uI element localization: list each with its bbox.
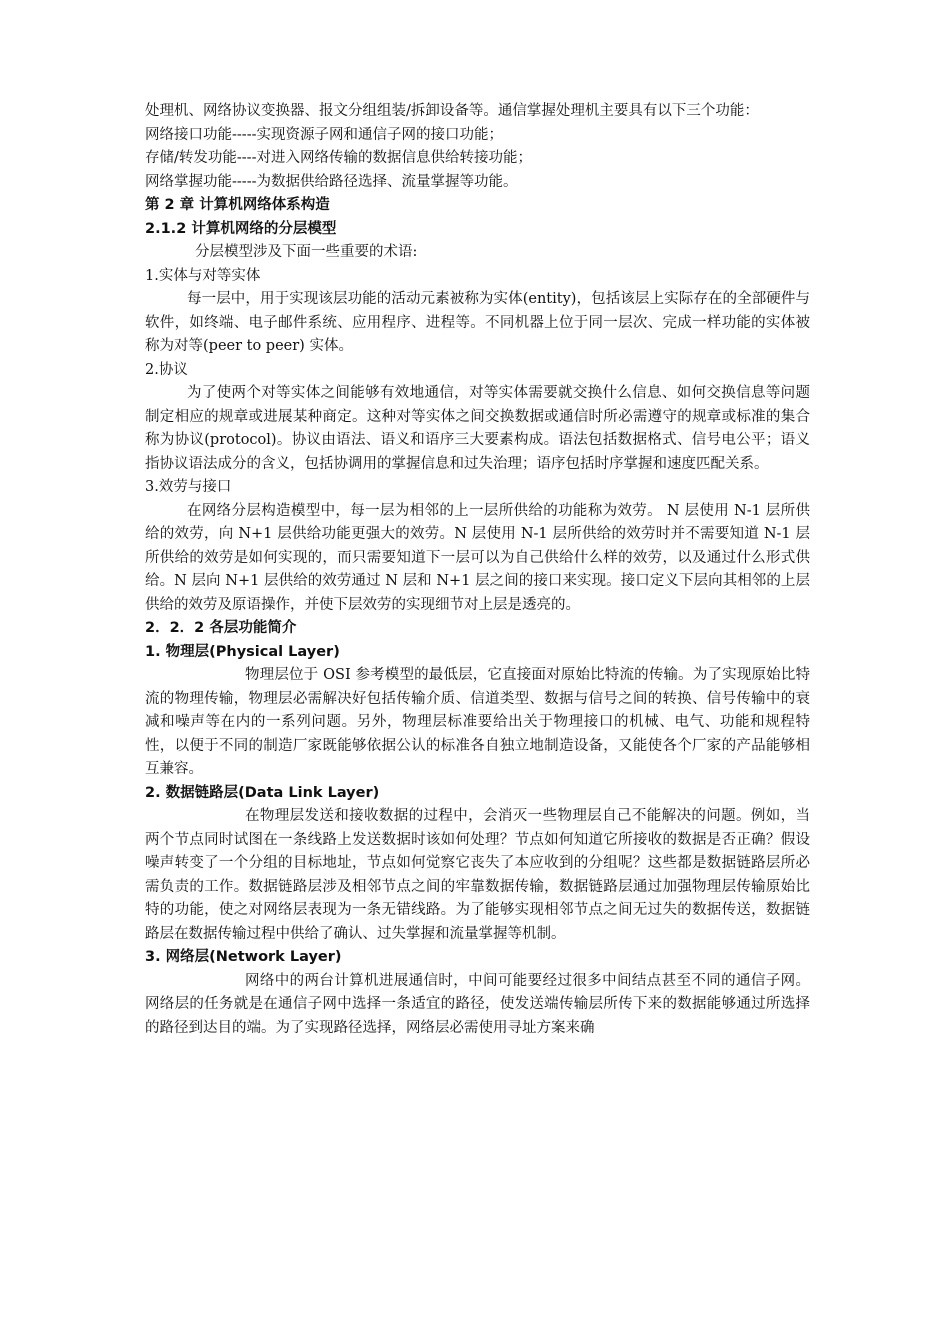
section-heading-2-2-2: 2．2．2 各层功能简介 <box>145 620 297 636</box>
paragraph-data-link-layer: 在物理层发送和接收数据的过程中，会消灭一些物理层自己不能解决的问题。例如，当两个节点同时试图在一条线路上发送数据时该如何处理？节点如何知道它所接收的数据是否正确？假设噪声转变了一个分组的目标地址，节点如何觉察它丧失了本应收到的分组呢？这些都是数据链路层所必需负责的工作。数据链路层涉及相邻节点之间的牢靠数据传输，数据链路层通过加强物理层传输原始比特的功能，使之对网络层表现为一条无错线路。为了能够实现相邻节点之间无过失的数据传送，数据链路层在数据传输过程中供给了确认、过失掌握和流量掌握等机制。 <box>145 808 810 942</box>
chapter-heading: 第 2 章 计算机网络体系构造 <box>145 197 330 213</box>
subheading-physical-layer: 1. 物理层(Physical Layer) <box>145 643 340 660</box>
list-item-interface-function: 网络接口功能-----实现资源子网和通信子网的接口功能； <box>145 126 503 143</box>
paragraph-protocol: 为了使两个对等实体之间能够有效地通信，对等实体需要就交换什么信息、如何交换信息等问题制定相应的规章或进展某种商定。这种对等实体之间交换数据或通信时所必需遵守的规章或标准的集合称为协议(protocol)。协议由语法、语义和语序三大要素构成。语法包括数据格式、信号电公平；语义指协议语法成分的含义，包括协调用的掌握信息和过失治理；语序包括时序掌握和速度匹配关系。 <box>145 385 810 472</box>
paragraph-service-interface: 在网络分层构造模型中，每一层为相邻的上一层所供给的功能称为效劳。 N 层使用 N-1 层所供给的效劳，向 N+1 层供给功能更强大的效劳。N 层使用 N-1 层所供给的效劳时并不需要知道 N-1 层所供给的效劳是如何实现的，而只需要知道下一层可以为自己供给什么样的效劳，以及通过什么形式供给。N 层向 N+1 层供给的效劳通过 N 层和 N+1 层之间的接口来实现。接口定义下层向其相邻的上层供给的效劳及原语操作，并使下层效劳的实现细节对上层是透亮的。 <box>145 502 810 613</box>
list-item-store-forward-function: 存储/转发功能----对进入网络传输的数据信息供给转接功能； <box>145 150 532 166</box>
document-body <box>145 100 810 1040</box>
subheading-network-layer: 3. 网络层(Network Layer) <box>145 949 342 965</box>
subheading-data-link-layer: 2. 数据链路层(Data Link Layer) <box>145 784 380 801</box>
list-item-network-control-function: 网络掌握功能-----为数据供给路径选择、流量掌握等功能。 <box>145 173 518 190</box>
section-heading-2-1-2: 2.1.2 计算机网络的分层模型 <box>145 220 337 237</box>
paragraph-comm-processor: 处理机、网络协议变换器、报文分组组装/拆卸设备等。通信掌握处理机主要具有以下三个功能： <box>145 103 759 119</box>
subheading-protocol: 2.协议 <box>145 361 188 378</box>
subheading-service-interface: 3.效劳与接口 <box>145 479 232 495</box>
paragraph-entity: 每一层中，用于实现该层功能的活动元素被称为实体(entity)，包括该层上实际存在的全部硬件与软件，如终端、电子邮件系统、应用程序、进程等。不同机器上位于同一层次、完成一样功能的实体被称为对等(peer to peer) 实体。 <box>145 291 810 354</box>
subheading-entity: 1.实体与对等实体 <box>145 267 261 284</box>
paragraph-terms-intro: 分层模型涉及下面一些重要的术语: <box>195 244 418 260</box>
paragraph-network-layer: 网络中的两台计算机进展通信时，中间可能要经过很多中间结点甚至不同的通信子网。网络层的任务就是在通信子网中选择一条适宜的路径，使发送端传输层所传下来的数据能够通过所选择的路径到达目的端。为了实现路径选择，网络层必需使用寻址方案来确 <box>145 972 810 1036</box>
paragraph-physical-layer: 物理层位于 OSI 参考模型的最低层，它直接面对原始比特流的传输。为了实现原始比特流的物理传输，物理层必需解决好包括传输介质、信道类型、数据与信号之间的转换、信号传输中的衰减和噪声等在内的一系列问题。另外，物理层标准要给出关于物理接口的机械、电气、功能和规程特性，以便于不同的制造厂家既能够依据公认的标准各自独立地制造设备，又能使各个厂家的产品能够相互兼容。 <box>145 667 810 777</box>
